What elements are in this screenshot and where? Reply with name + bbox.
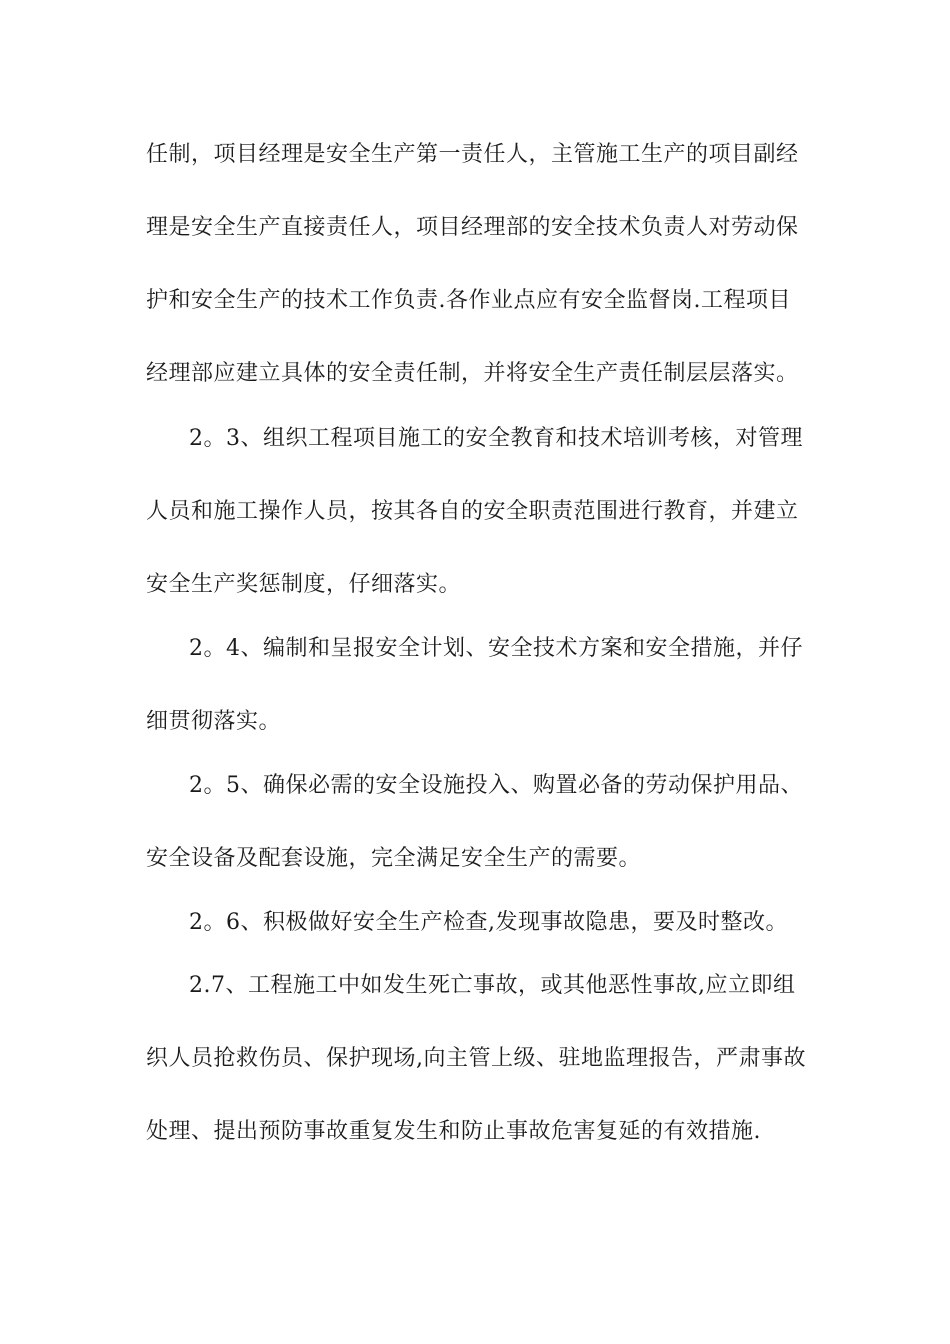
paragraph-start-line: 2。3、组织工程项目施工的安全教育和技术培训考核，对管理 <box>189 426 803 451</box>
text-line: 安全生产奖惩制度，仔细落实。 <box>146 572 462 597</box>
text-line: 织人员抢救伤员、保护现场,向主管上级、驻地监理报告，严肃事故 <box>146 1046 806 1071</box>
text-line: 细贯彻落实。 <box>146 709 282 734</box>
paragraph-start-line: 2。5、确保必需的安全设施投入、购置必备的劳动保护用品、 <box>189 773 803 798</box>
text-line: 经理部应建立具体的安全责任制，并将安全生产责任制层层落实。 <box>146 361 799 386</box>
paragraph-start-line: 2。6、积极做好安全生产检查,发现事故隐患，要及时整改。 <box>189 910 788 935</box>
text-line: 安全设备及配套设施，完全满足安全生产的需要。 <box>146 846 642 871</box>
text-line: 任制，项目经理是安全生产第一责任人，主管施工生产的项目副经 <box>146 142 799 167</box>
text-line: 处理、提出预防事故重复发生和防止事故危害复延的有效措施. <box>146 1119 761 1144</box>
text-line: 护和安全生产的技术工作负责.各作业点应有安全监督岗.工程项目 <box>146 288 791 313</box>
text-line: 人员和施工操作人员，按其各自的安全职责范围进行教育，并建立 <box>146 499 799 524</box>
paragraph-start-line: 2.7、工程施工中如发生死亡事故，或其他恶性事故,应立即组 <box>189 973 796 998</box>
paragraph-start-line: 2。4、编制和呈报安全计划、安全技术方案和安全措施，并仔 <box>189 636 803 661</box>
text-line: 理是安全生产直接责任人，项目经理部的安全技术负责人对劳动保 <box>146 215 799 240</box>
